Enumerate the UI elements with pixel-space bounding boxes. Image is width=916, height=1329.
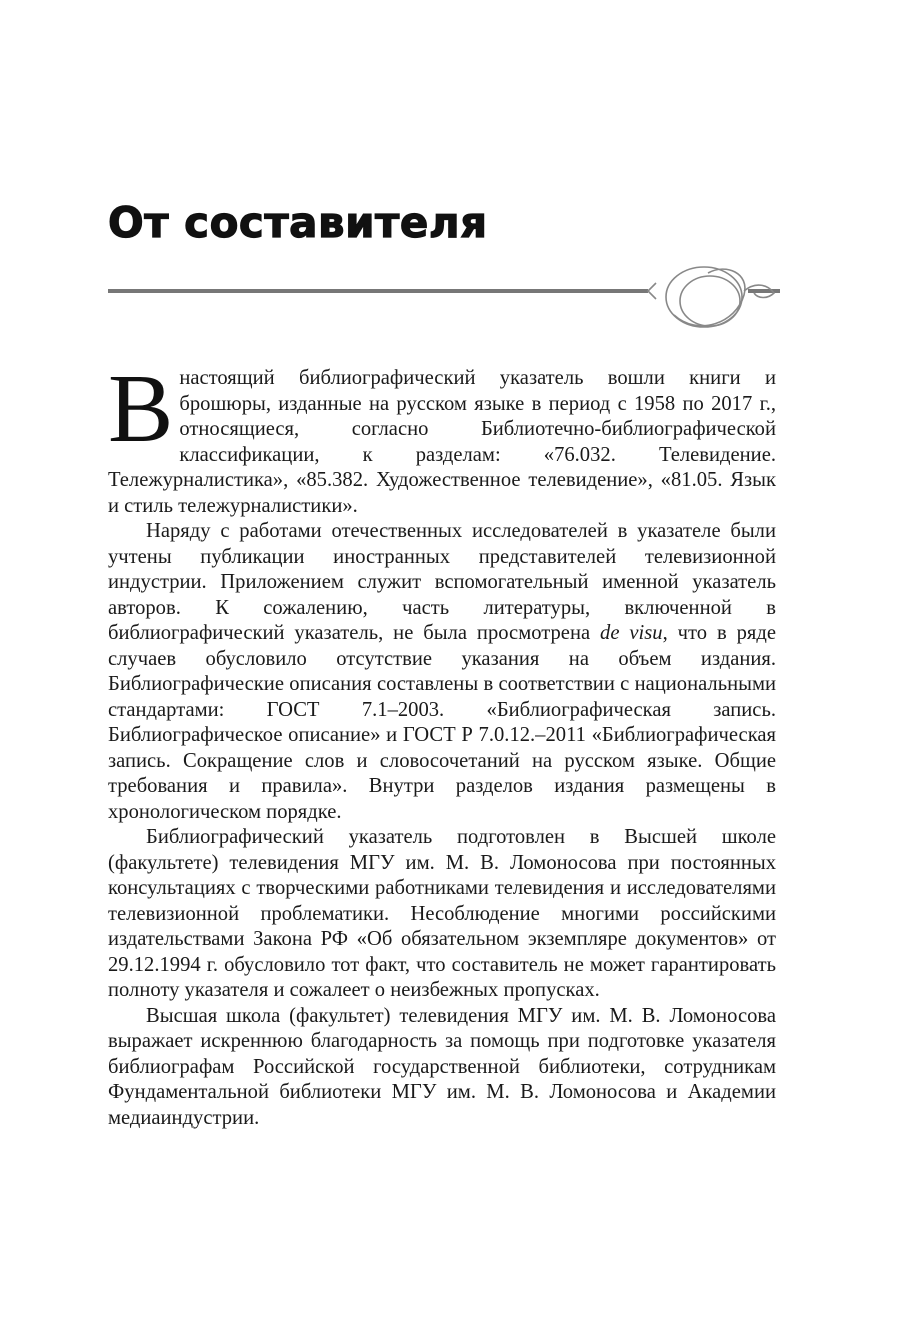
paragraph-sources (108, 519, 776, 825)
paragraph-intro-text: настоящий библиографический указатель вошли книги и брошюры, изданные на русском языке в период с 1958 по 2017 г., относящиеся, согласно Библиотечно-библиографической классификации, к разделам: «76.032. Телевидение. Тележурналистика», «85.382. Художественное телевидение», «81.05. Язык и стиль тележурналистики». (108, 367, 776, 517)
paragraph-preparation: Библиографический указатель подготовлен в Высшей школе (факультете) телевидения МГУ им. М. В. Ломоносова при постоянных консультациях с творческими работниками телевидения и исследователями телевизионной проблематики. Несоблюдение многими российскими издательствами Закона РФ «Об обязательном экземпляре документов» от 29.12.1994 г. обусловило тот факт, что составитель не может гарантировать полноту указателя и сожалеет о неизбежных пропусках. (108, 826, 776, 1001)
paragraph-sources-italic: de visu (600, 622, 663, 644)
paragraph-intro (108, 355, 776, 519)
body-text (108, 355, 776, 1131)
drop-cap: В (108, 355, 174, 463)
paragraph-sources-text-a: Наряду с работами отечественных исследователей в указателе были учтены публикации иностранных представителей телевизионной индустрии. Приложением служит вспомогательный именной указатель авторов. К сожалению, часть литературы, включенной в библиографический указатель, не была просмотрена (108, 520, 776, 644)
page-title: От составителя (108, 198, 488, 247)
flourish-icon (648, 267, 774, 327)
paragraph-sources-text-b: , что в ряде случаев обусловило отсутствие указания на объем издания. Библиографические описания составлены в соответствии с национальными стандартами: ГОСТ 7.1–2003. «Библиографическая запись. Библиографическое описание» и ГОСТ Р 7.0.12.–2011 «Библиографическая запись. Сокращение слов и словосочетаний на русском языке. Общие требования и правила». Внутри разделов издания размещены в хронологическом порядке. (108, 622, 776, 823)
title-rule-ornament (108, 255, 780, 335)
paragraph-acknowledgements: Высшая школа (факультет) телевидения МГУ им. М. В. Ломоносова выражает искреннюю благодарность за помощь при подготовке указателя библиографам Российской государственной библиотеки, сотрудникам Фундаментальной библиотеки МГУ им. М. В. Ломоносова и Академии медиаиндустрии. (108, 1004, 776, 1129)
